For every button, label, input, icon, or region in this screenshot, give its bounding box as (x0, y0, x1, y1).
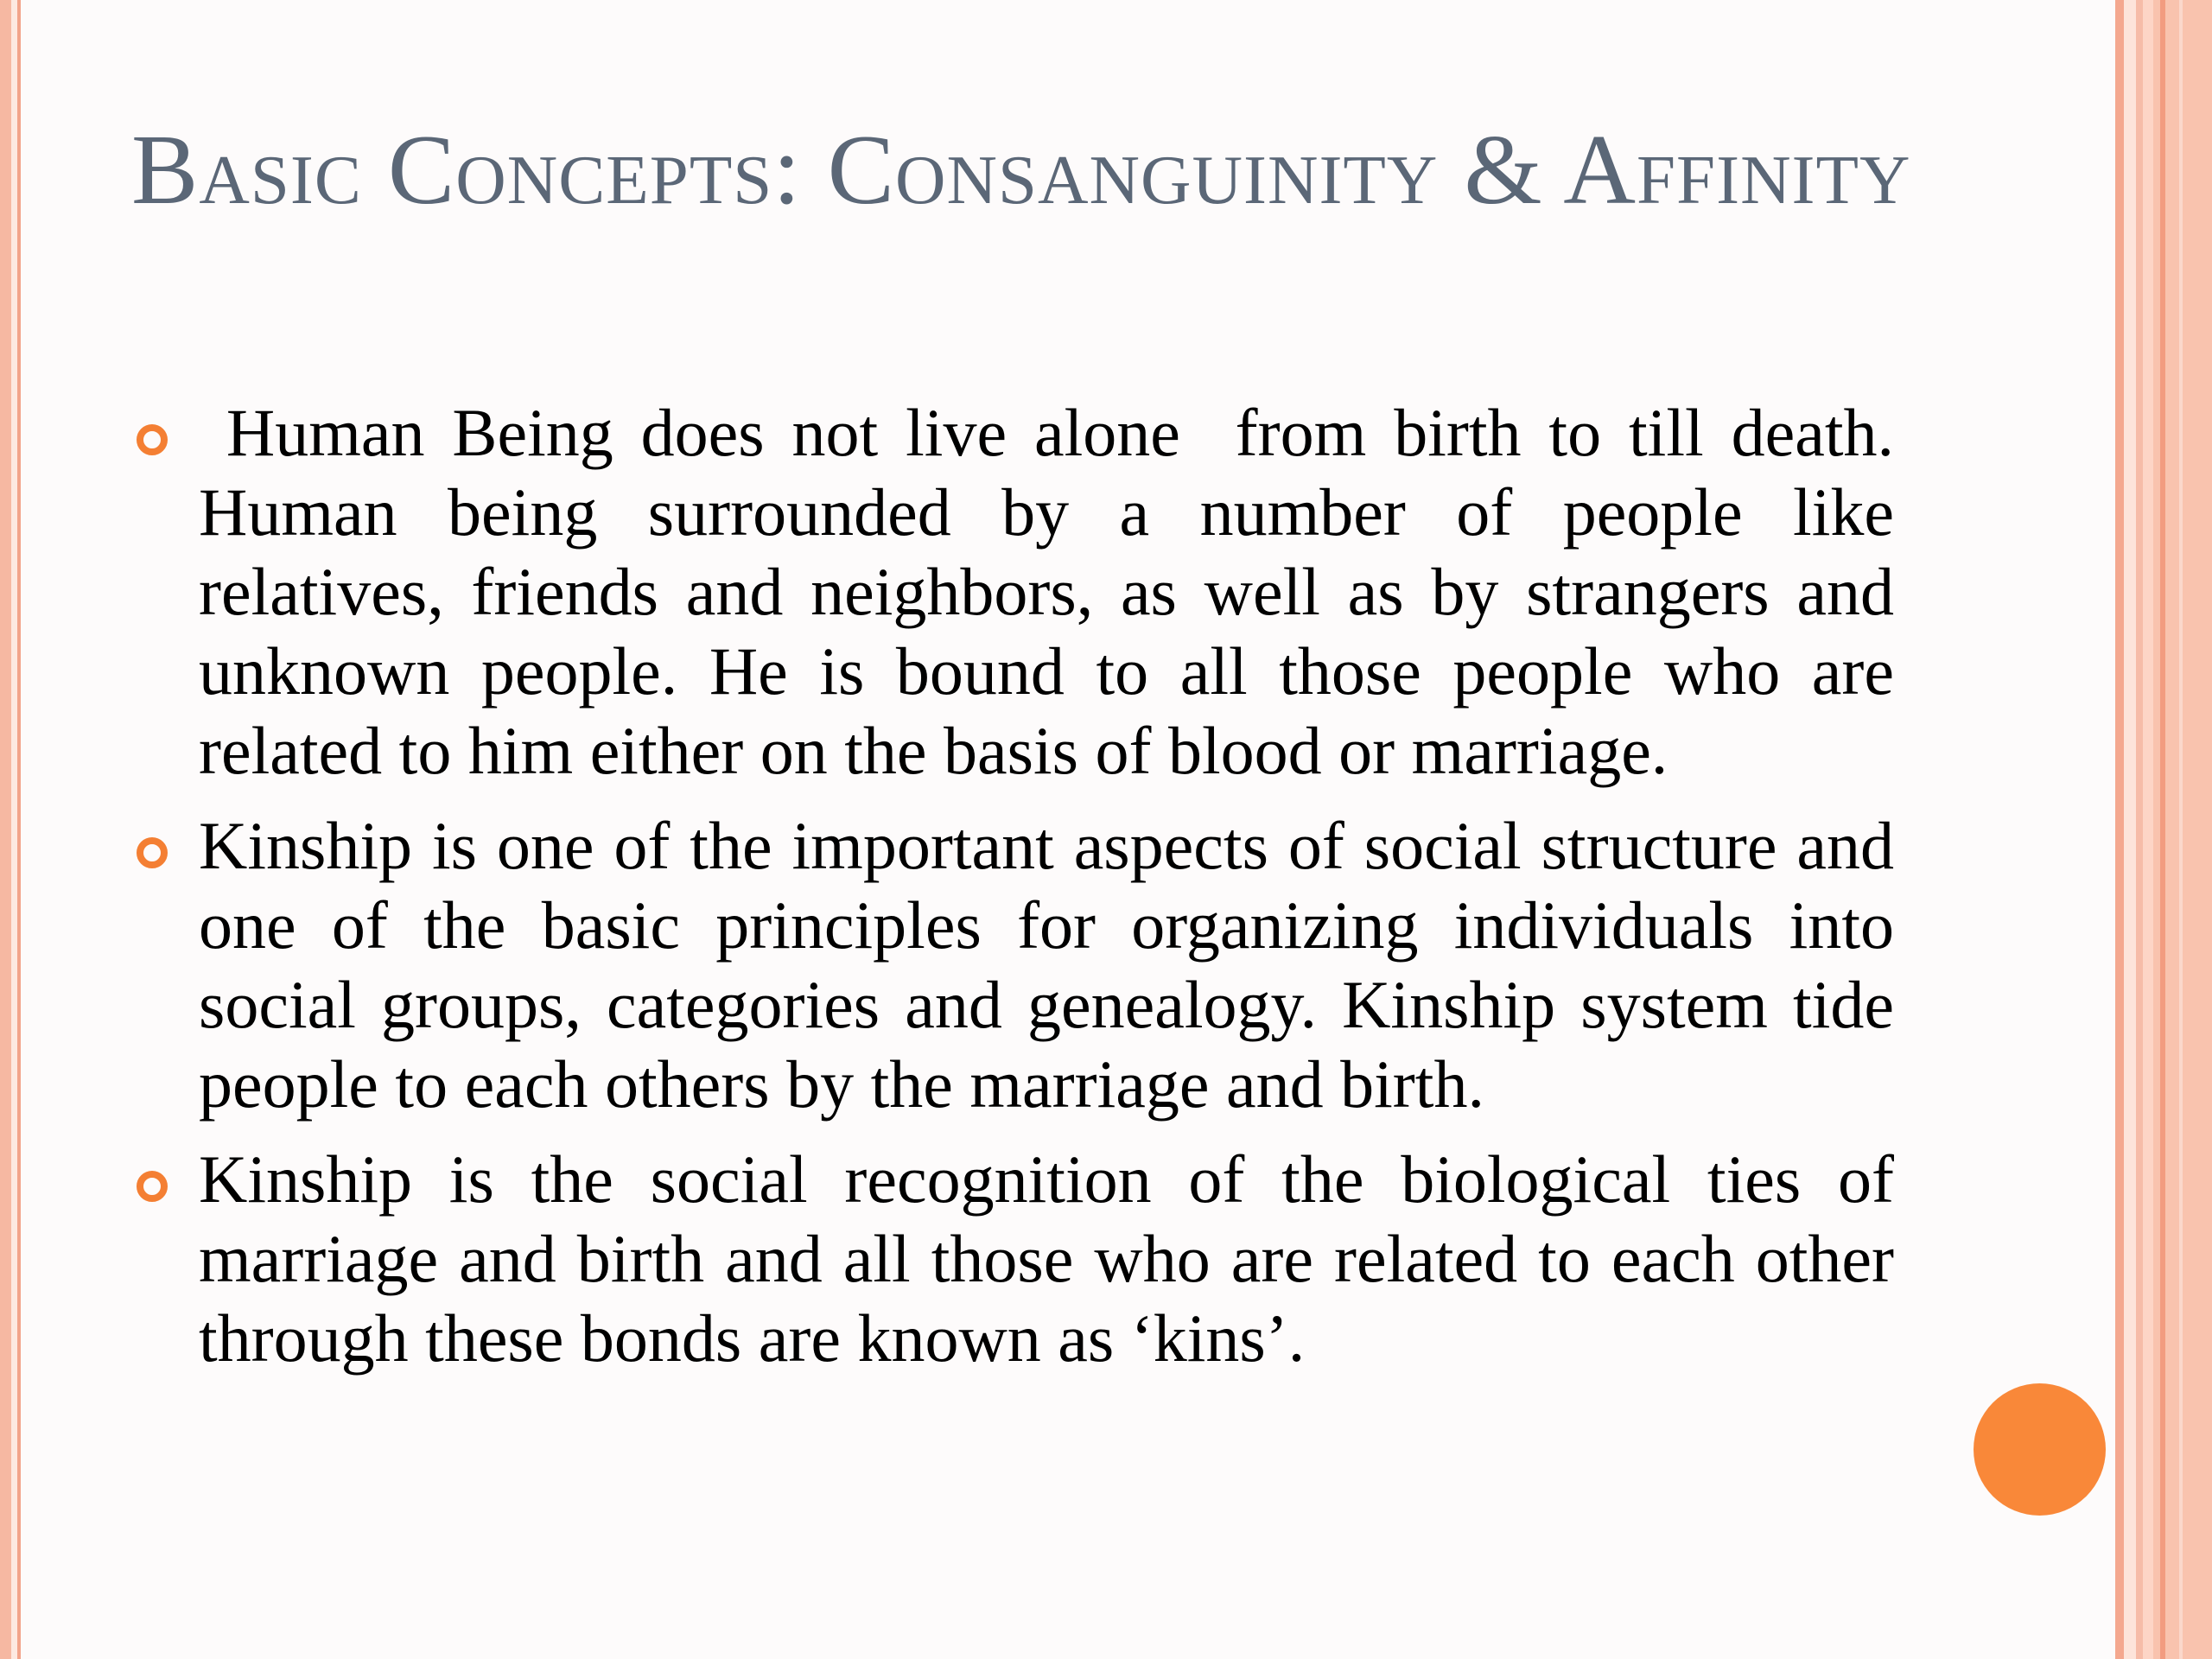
hollow-circle-bullet-icon (137, 1171, 168, 1202)
hollow-circle-bullet-icon (137, 837, 168, 868)
right-border-stripe (2124, 0, 2136, 1659)
bullet-item (199, 393, 1928, 791)
bullet-item (199, 806, 1894, 1124)
bullet-text: Kinship is the social recognition of the biological ties of marriage and birth and all those who are related to each other through these bonds are known as ‘kins’. (199, 1141, 1894, 1376)
left-border-stripe (11, 0, 17, 1659)
left-border-stripe (17, 0, 21, 1659)
bullet-text: Kinship is one of the important aspects of social structure and one of the basic principles for organizing individuals into social groups, categories and genealogy. Kinship system tide people to each others by the marriage and birth. (199, 808, 1894, 1122)
hollow-circle-bullet-icon (137, 424, 168, 455)
bullet-text: Human Being does not live alone from birth to till death. Human being surrounded by a number of people like relatives, friends and neighbors, as well as by strangers and unknown people. He is bound to all those people who are related to him either on the basis of blood or marriage. (199, 395, 1928, 788)
orange-circle-decoration (1974, 1383, 2106, 1516)
bullet-list (199, 393, 1928, 1394)
left-border-stripe (0, 0, 11, 1659)
right-border-stripe (2160, 0, 2165, 1659)
slide-title: Basic Concepts: Consanguinity & Affinity (131, 115, 1911, 226)
bullet-item (199, 1140, 1894, 1378)
right-border-stripe (2143, 0, 2153, 1659)
right-border-stripe (2136, 0, 2143, 1659)
right-border-stripe (2115, 0, 2124, 1659)
right-border-stripe (2179, 0, 2183, 1659)
